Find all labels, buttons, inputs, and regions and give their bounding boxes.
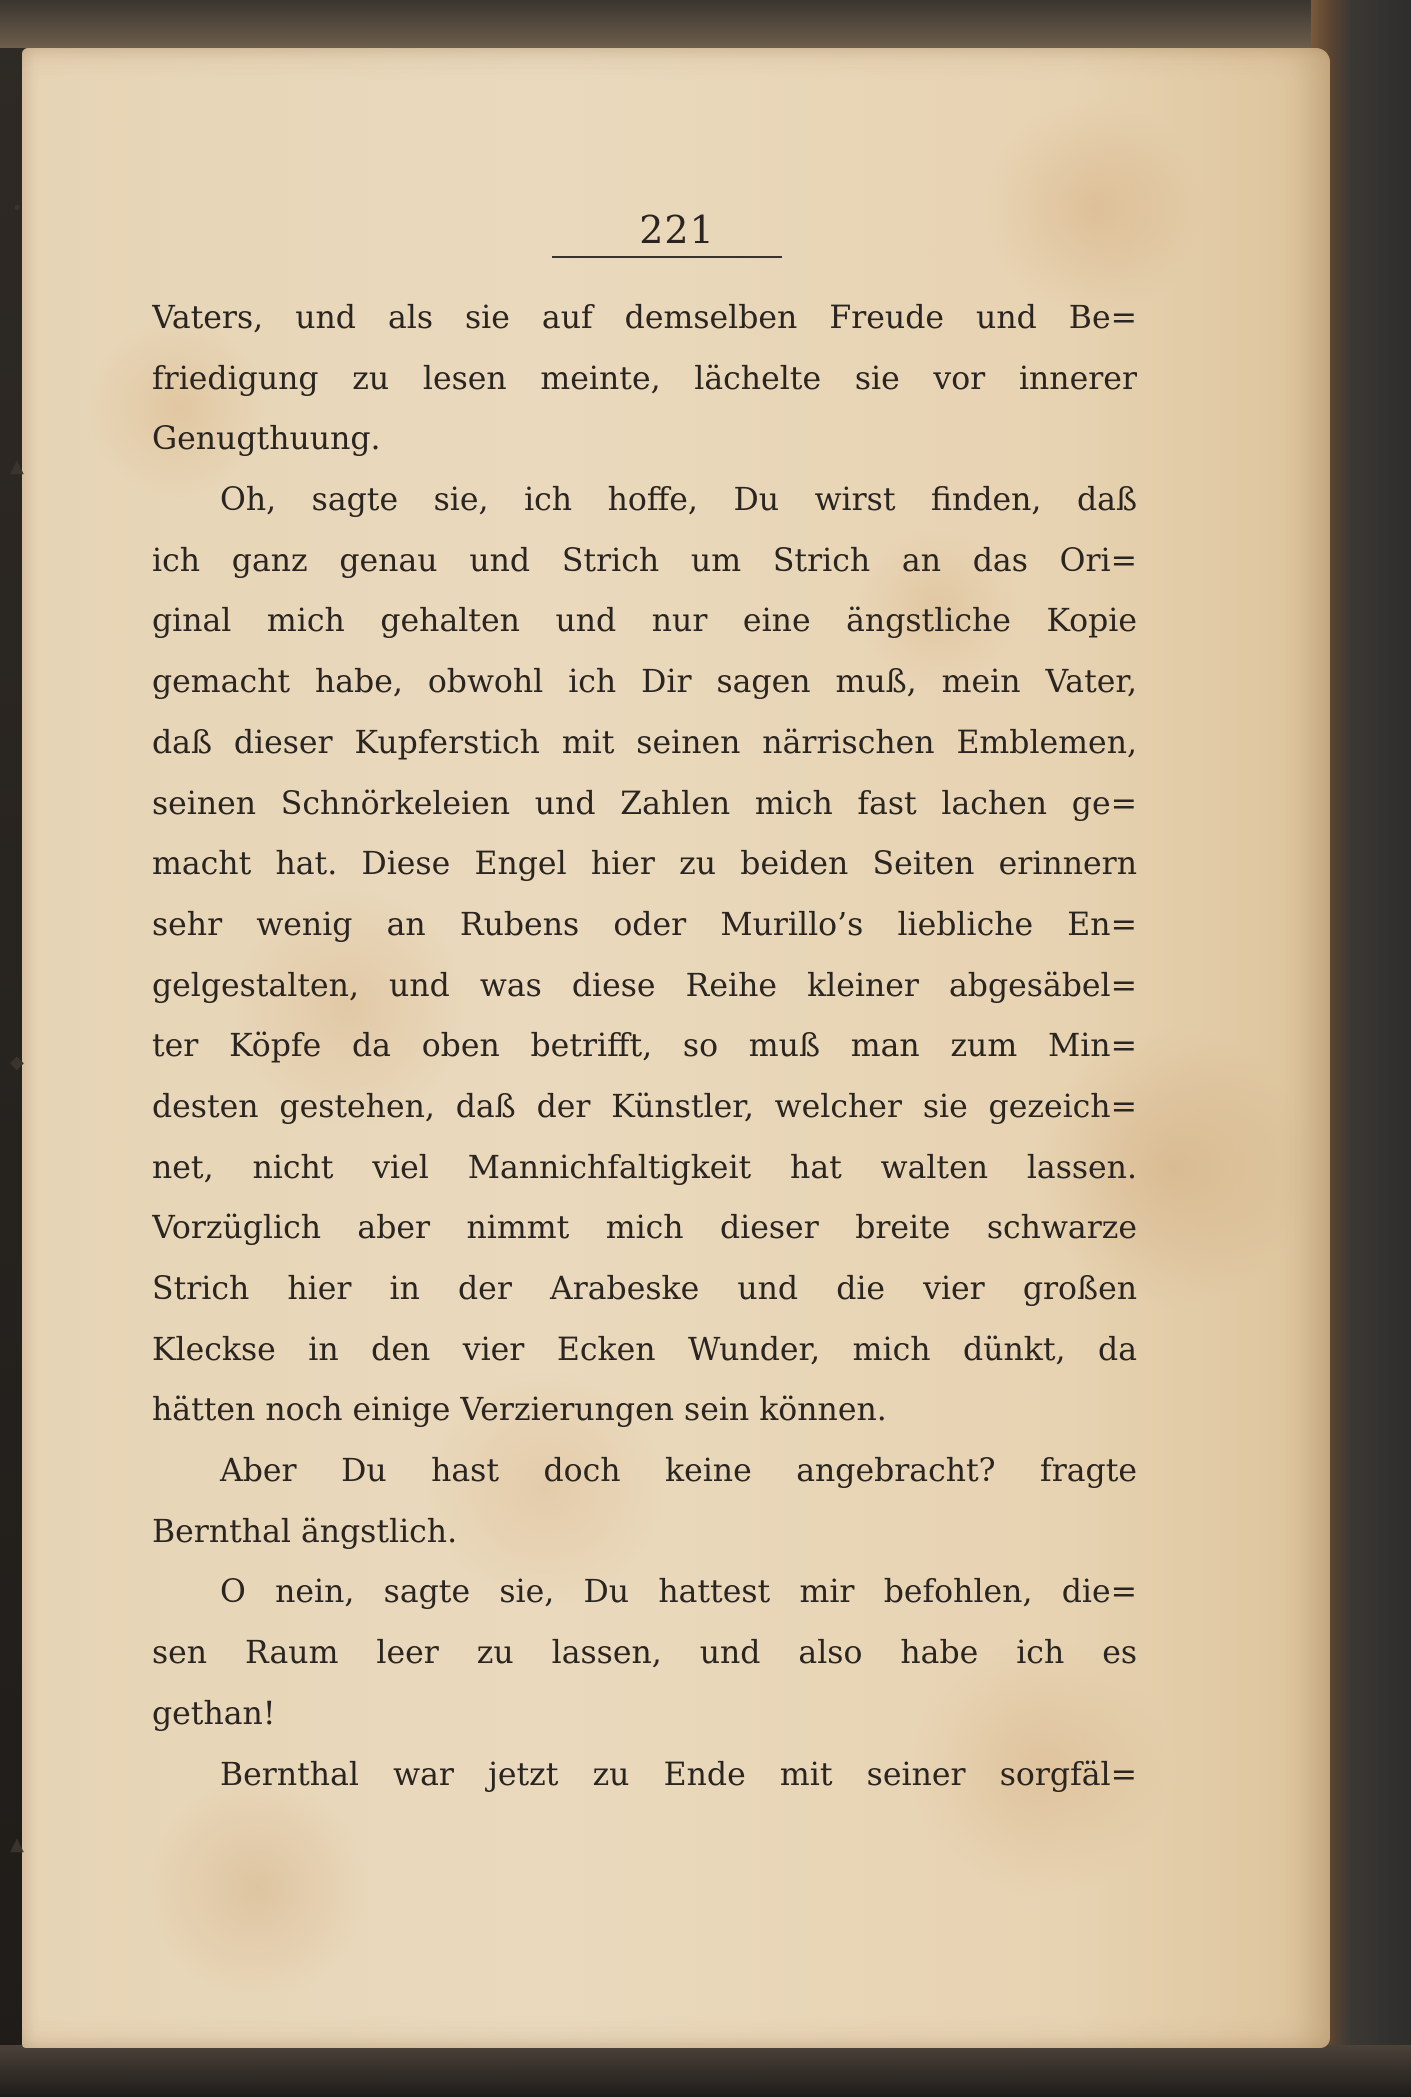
text-line-3: Genugthuung.	[152, 421, 381, 458]
page-number-rule	[552, 256, 782, 258]
text-line-25: Bernthal war jetzt zu Ende mit seiner sorgfäl=	[220, 1756, 1137, 1793]
text-line-6: ginal mich gehalten und nur eine ängstliche Kopie	[152, 603, 1137, 640]
text-line-7: gemacht habe, obwohl ich Dir sagen muß, mein Vater,	[152, 664, 1137, 701]
text-line-10: macht hat. Diese Engel hier zu beiden Seiten erinnern	[152, 846, 1137, 883]
text-line-13: ter Köpfe da oben betrifft, so muß man zum Min=	[152, 1028, 1137, 1065]
text-line-24: gethan!	[152, 1695, 276, 1732]
page-text	[152, 288, 1137, 1805]
book-cover-bottom-edge	[0, 2045, 1411, 2097]
text-line-11: sehr wenig an Rubens oder Murillo’s liebliche En=	[152, 906, 1137, 943]
text-line-17: Strich hier in der Arabeske und die vier großen	[152, 1271, 1137, 1307]
text-line-23: sen Raum leer zu lassen, und also habe ich es	[152, 1635, 1137, 1672]
page-number: 221	[639, 208, 715, 252]
margin-speck-mark: ◆	[10, 1052, 24, 1073]
book-page	[10, 48, 1330, 2048]
text-line-19: hätten noch einige Verzierungen sein können.	[152, 1392, 887, 1429]
text-line-9: seinen Schnörkeleien und Zahlen mich fast lachen ge=	[152, 785, 1137, 822]
text-line-22: O nein, sagte sie, Du hattest mir befohlen, die=	[220, 1574, 1137, 1611]
text-line-18: Kleckse in den vier Ecken Wunder, mich dünkt, da	[152, 1331, 1137, 1368]
text-line-4: Oh, sagte sie, ich hoffe, Du wirst finden, daß	[220, 482, 1137, 519]
book-cover-top-edge	[0, 0, 1411, 48]
text-line-8: daß dieser Kupferstich mit seinen närrischen Emblemen,	[152, 724, 1137, 761]
margin-speck-mark: ▲	[10, 456, 24, 477]
text-line-21: Bernthal ängstlich.	[152, 1513, 458, 1550]
text-line-20: Aber Du hast doch keine angebracht? fragte	[220, 1453, 1137, 1490]
text-line-1: Vaters, und als sie auf demselben Freude und Be=	[152, 300, 1137, 336]
text-line-5: ich ganz genau und Strich um Strich an das Ori=	[152, 542, 1137, 579]
margin-speck-mark: ▲	[10, 1834, 24, 1855]
text-line-14: desten gestehen, daß der Künstler, welcher sie gezeich=	[152, 1088, 1137, 1125]
text-line-16: Vorzüglich aber nimmt mich dieser breite schwarze	[152, 1210, 1137, 1247]
text-line-12: gelgestalten, und was diese Reihe kleiner abgesäbel=	[152, 967, 1137, 1004]
text-line-2: friedigung zu lesen meinte, lächelte sie vor innerer	[152, 360, 1137, 397]
margin-speck-mark: •	[12, 198, 23, 219]
text-line-15: net, nicht viel Mannichfaltigkeit hat walten lassen.	[152, 1149, 1137, 1186]
